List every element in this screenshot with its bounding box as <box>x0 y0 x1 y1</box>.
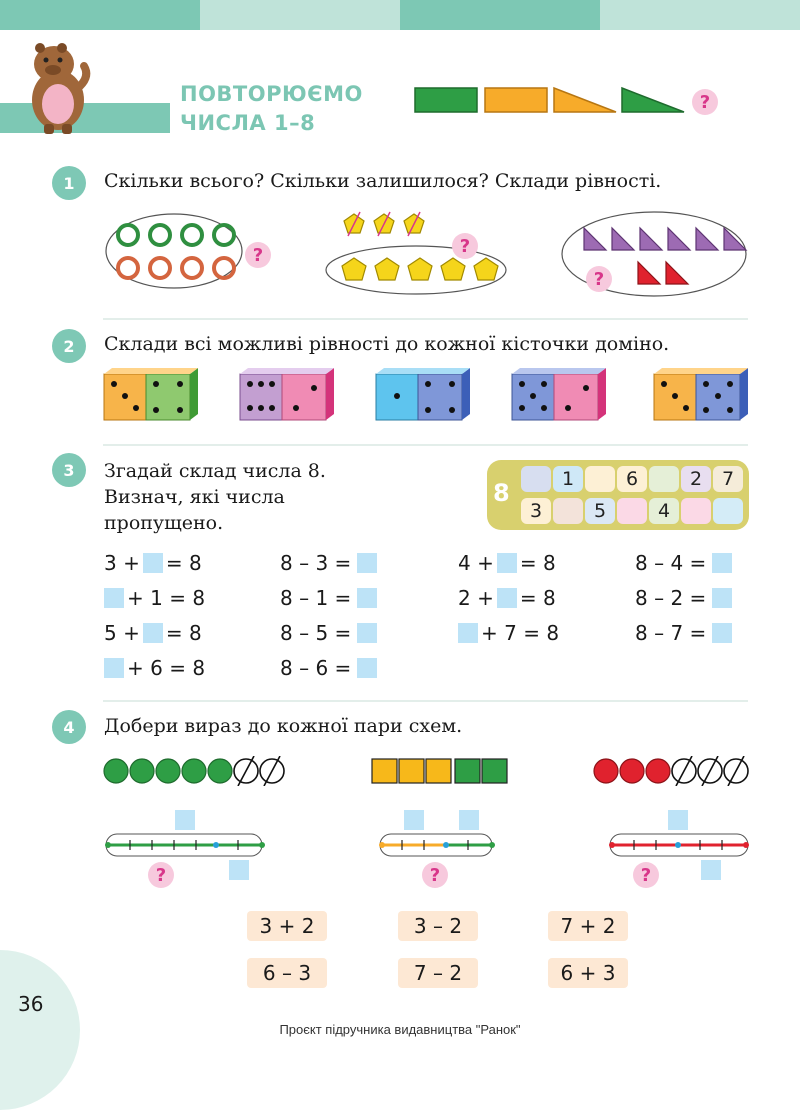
divider <box>103 700 748 702</box>
question-icon: ? <box>633 862 659 888</box>
grid-label: 8 <box>493 479 510 507</box>
grid-cell: 4 <box>649 498 679 524</box>
answer-box[interactable] <box>357 588 377 608</box>
green-number-line <box>102 830 268 860</box>
equation <box>635 585 732 611</box>
grid-cell: 3 <box>521 498 551 524</box>
equation <box>635 550 732 576</box>
answer-box[interactable] <box>497 553 517 573</box>
grid-cell: 1 <box>553 466 583 492</box>
equation-part: 8 – 1 = <box>280 586 352 610</box>
equation <box>280 620 377 646</box>
answer-box[interactable] <box>357 623 377 643</box>
answer-box[interactable] <box>459 810 479 830</box>
grid-cell <box>617 498 647 524</box>
grid-cell <box>649 466 679 492</box>
answer-box[interactable] <box>458 623 478 643</box>
capybara-mascot-icon <box>18 38 98 134</box>
equation <box>104 655 205 681</box>
answer-box[interactable] <box>175 810 195 830</box>
grid-cell <box>553 498 583 524</box>
task-1-number: 1 <box>52 166 86 200</box>
number-grid <box>487 460 749 530</box>
equation <box>104 620 202 646</box>
green-circles-scheme <box>102 756 292 786</box>
grid-cell <box>713 498 743 524</box>
divider <box>103 444 748 446</box>
answer-box[interactable] <box>357 553 377 573</box>
grid-cell: 2 <box>681 466 711 492</box>
expression-card[interactable]: 7 + 2 <box>548 911 628 941</box>
grid-cell: 5 <box>585 498 615 524</box>
equation-part: 8 – 5 = <box>280 621 352 645</box>
equation-part: = 8 <box>165 621 202 645</box>
grid-cell: 6 <box>617 466 647 492</box>
equation <box>635 620 732 646</box>
task-4-text: Добери вираз до кожної пари схем. <box>104 715 463 737</box>
task-3-line-1: Згадай склад числа 8. <box>104 460 326 482</box>
equation-part: 3 + <box>104 551 140 575</box>
answer-box[interactable] <box>404 810 424 830</box>
equation <box>458 620 559 646</box>
equation <box>280 550 377 576</box>
divider <box>103 318 748 320</box>
answer-box[interactable] <box>712 588 732 608</box>
grid-cell: 7 <box>713 466 743 492</box>
equation-part: 8 – 3 = <box>280 551 352 575</box>
question-icon: ? <box>692 89 718 115</box>
expression-card[interactable]: 3 – 2 <box>398 911 478 941</box>
grid-cell <box>521 466 551 492</box>
title-line-1: ПОВТОРЮЄМО <box>180 82 363 106</box>
pentagons-illustration <box>320 208 510 298</box>
question-icon: ? <box>422 862 448 888</box>
equation-part: 4 + <box>458 551 494 575</box>
equation-part: = 8 <box>519 586 556 610</box>
top-stripe-3 <box>400 0 600 30</box>
expression-card[interactable]: 6 – 3 <box>247 958 327 988</box>
squares-scheme <box>371 757 511 785</box>
answer-box[interactable] <box>668 810 688 830</box>
answer-box[interactable] <box>712 623 732 643</box>
equation-part: + 7 = 8 <box>481 621 560 645</box>
answer-box[interactable] <box>701 860 721 880</box>
red-number-line <box>606 830 752 860</box>
answer-box[interactable] <box>357 658 377 678</box>
answer-box[interactable] <box>229 860 249 880</box>
grid-cell <box>585 466 615 492</box>
orange-number-line <box>376 830 496 860</box>
question-icon: ? <box>245 242 271 268</box>
equation-part: 8 – 4 = <box>635 551 707 575</box>
equation <box>280 655 377 681</box>
equation-part: = 8 <box>519 551 556 575</box>
task-2-number: 2 <box>52 329 86 363</box>
task-3-line-3: пропущено. <box>104 512 224 534</box>
answer-box[interactable] <box>143 553 163 573</box>
answer-box[interactable] <box>104 658 124 678</box>
expression-card[interactable]: 6 + 3 <box>548 958 628 988</box>
footer-text: Проєкт підручника видавництва "Ранок" <box>279 1022 521 1037</box>
answer-box[interactable] <box>712 553 732 573</box>
equation-part: 8 – 6 = <box>280 656 352 680</box>
answer-box[interactable] <box>497 588 517 608</box>
task-1-text: Скільки всього? Скільки залишилося? Склади рівності. <box>104 170 662 192</box>
equation-part: 8 – 2 = <box>635 586 707 610</box>
equation <box>280 585 377 611</box>
task-4-number: 4 <box>52 710 86 744</box>
equation <box>104 550 202 576</box>
task-3-text <box>104 458 326 536</box>
equation <box>458 585 556 611</box>
task-3-line-2: Визнач, які числа <box>104 486 285 508</box>
task-3-number: 3 <box>52 453 86 487</box>
page-number: 36 <box>18 992 44 1016</box>
equation-part: + 6 = 8 <box>127 656 206 680</box>
grid-cell <box>681 498 711 524</box>
title-line-2: ЧИСЛА 1–8 <box>180 111 316 135</box>
expression-card[interactable]: 7 – 2 <box>398 958 478 988</box>
equation-part: 8 – 7 = <box>635 621 707 645</box>
red-circles-scheme <box>592 756 752 786</box>
equation-part: 5 + <box>104 621 140 645</box>
equation <box>104 585 205 611</box>
equation <box>458 550 556 576</box>
top-stripe-4 <box>600 0 800 30</box>
answer-box[interactable] <box>143 623 163 643</box>
question-icon: ? <box>586 266 612 292</box>
top-stripe-2 <box>200 0 400 30</box>
top-stripe-1 <box>0 0 200 30</box>
shape-pattern <box>414 86 686 114</box>
answer-box[interactable] <box>104 588 124 608</box>
equation-part: = 8 <box>165 551 202 575</box>
question-icon: ? <box>148 862 174 888</box>
equation-part: + 1 = 8 <box>127 586 206 610</box>
expression-card[interactable]: 3 + 2 <box>247 911 327 941</box>
domino-dice-row <box>102 368 752 424</box>
equation-part: 2 + <box>458 586 494 610</box>
question-icon: ? <box>452 233 478 259</box>
task-2-text: Склади всі можливі рівності до кожної кісточки доміно. <box>104 333 670 355</box>
page-title <box>180 80 363 138</box>
